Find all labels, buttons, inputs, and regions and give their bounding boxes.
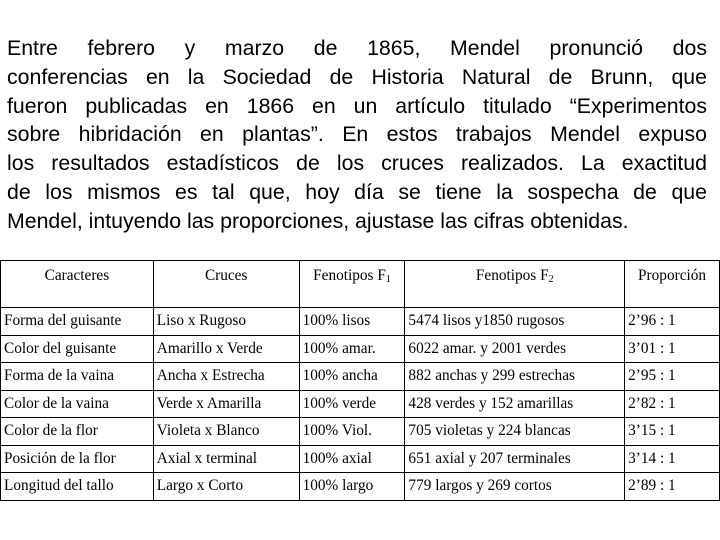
cell-fenotipo-f1: 100% ancha: [299, 363, 405, 391]
paragraph-line: Mendel, intuyendo las proporciones, ajustase las cifras obtenidas.: [7, 208, 629, 233]
cell-caracter: Posición de la flor: [1, 445, 154, 473]
cell-proporcion: 3’01 : 1: [625, 335, 720, 363]
cell-proporcion: 3’15 : 1: [625, 418, 720, 446]
table-header-row: [1, 261, 720, 308]
cell-fenotipo-f2: 428 verdes y 152 amarillas: [405, 390, 625, 418]
paragraph-line: sobre hibridación en plantas”. En estos trabajos Mendel expuso: [7, 122, 707, 147]
cell-caracter: Forma del guisante: [1, 308, 154, 336]
cell-fenotipo-f1: 100% lisos: [299, 308, 405, 336]
table-row: [1, 335, 720, 363]
cell-proporcion: 2’82 : 1: [625, 390, 720, 418]
paragraph-line: de los mismos es tal que, hoy día se tiene la sospecha de que: [7, 179, 707, 204]
cell-fenotipo-f1: 100% axial: [299, 445, 405, 473]
cell-caracter: Longitud del tallo: [1, 473, 154, 501]
cell-fenotipo-f1: 100% verde: [299, 390, 405, 418]
cell-fenotipo-f2: 6022 amar. y 2001 verdes: [405, 335, 625, 363]
cell-cruce: Liso x Rugoso: [153, 308, 299, 336]
table-row: [1, 418, 720, 446]
cell-fenotipo-f2: 705 violetas y 224 blancas: [405, 418, 625, 446]
header-f1-subscript: 1: [385, 274, 391, 285]
cell-caracter: Color de la vaina: [1, 390, 154, 418]
header-fenotipos-f2: [405, 261, 625, 308]
cell-fenotipo-f2: 651 axial y 207 terminales: [405, 445, 625, 473]
mendel-results-table: [0, 260, 720, 501]
cell-caracter: Color de la flor: [1, 418, 154, 446]
cell-proporcion: 3’14 : 1: [625, 445, 720, 473]
cell-fenotipo-f1: 100% largo: [299, 473, 405, 501]
cell-proporcion: 2’96 : 1: [625, 308, 720, 336]
paragraph-line: fueron publicadas en 1866 en un artículo titulado “Experimentos: [7, 93, 707, 118]
cell-fenotipo-f1: 100% Viol.: [299, 418, 405, 446]
cell-cruce: Largo x Corto: [153, 473, 299, 501]
cell-cruce: Axial x terminal: [153, 445, 299, 473]
cell-fenotipo-f2: 5474 lisos y1850 rugosos: [405, 308, 625, 336]
table-row: [1, 363, 720, 391]
intro-paragraph: [7, 34, 707, 236]
table-row: [1, 390, 720, 418]
cell-cruce: Violeta x Blanco: [153, 418, 299, 446]
cell-cruce: Verde x Amarilla: [153, 390, 299, 418]
cell-fenotipo-f1: 100% amar.: [299, 335, 405, 363]
table-row: [1, 445, 720, 473]
cell-proporcion: 2’89 : 1: [625, 473, 720, 501]
header-f2-label: Fenotipos F: [475, 267, 549, 284]
cell-caracter: Forma de la vaina: [1, 363, 154, 391]
cell-cruce: Ancha x Estrecha: [153, 363, 299, 391]
paragraph-line: los resultados estadísticos de los cruces realizados. La exactitud: [7, 151, 707, 176]
header-proporcion: Proporción: [625, 261, 720, 308]
header-fenotipos-f1: [299, 261, 405, 308]
header-f1-label: Fenotipos F: [313, 267, 386, 284]
cell-fenotipo-f2: 779 largos y 269 cortos: [405, 473, 625, 501]
table-row: [1, 473, 720, 501]
cell-caracter: Color del guisante: [1, 335, 154, 363]
cell-cruce: Amarillo x Verde: [153, 335, 299, 363]
table-row: [1, 308, 720, 336]
header-cruces: Cruces: [153, 261, 299, 308]
header-f2-subscript: 2: [548, 274, 554, 285]
cell-fenotipo-f2: 882 anchas y 299 estrechas: [405, 363, 625, 391]
paragraph-line: conferencias en la Sociedad de Historia Natural de Brunn, que: [7, 64, 707, 89]
paragraph-line: Entre febrero y marzo de 1865, Mendel pronunció dos: [7, 36, 707, 60]
cell-proporcion: 2’95 : 1: [625, 363, 720, 391]
header-caracteres: Caracteres: [1, 261, 154, 308]
